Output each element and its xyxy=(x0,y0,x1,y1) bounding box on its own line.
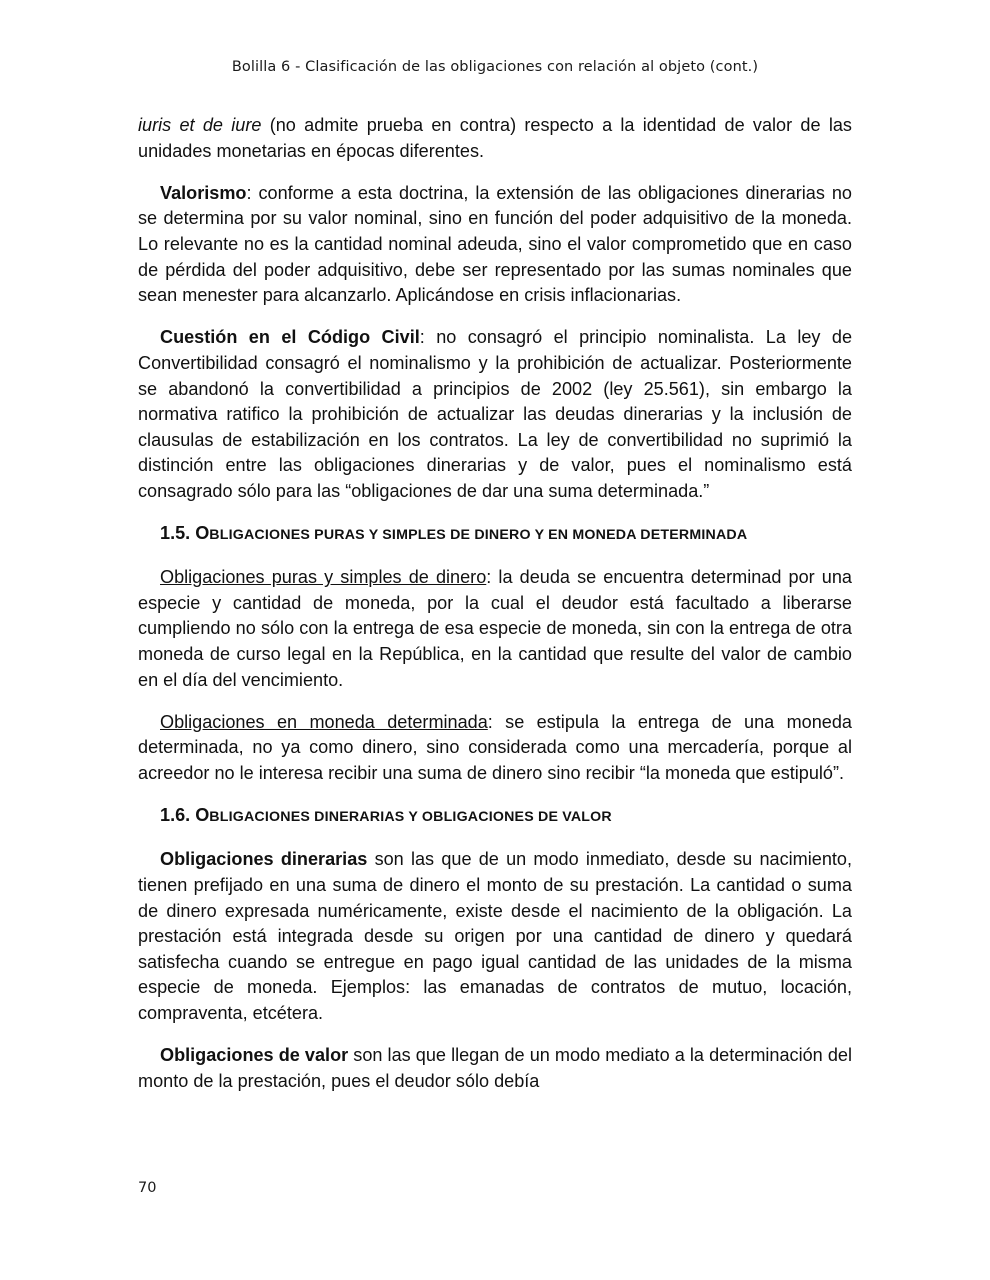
page-number: 70 xyxy=(138,1180,157,1196)
paragraph-text: : conforme a esta doctrina, la extensión de las obligaciones dinerarias no se determina por su valor nominal, sino en función del poder adquisitivo de la moneda. Lo relevante no es la cantidad nominal adeuda, sino el valor comprometido que en caso de pérdida del poder adquisitivo, debe ser representado por las sumas nominales que sean menester para alcanzarlo. Aplicándose en crisis inflacionarias. xyxy=(138,182,852,306)
term-dinerarias: Obligaciones dinerarias xyxy=(160,849,368,870)
section-number: 1.5. xyxy=(160,523,191,544)
section-number: 1.6. xyxy=(160,805,191,826)
section-title-initial: O xyxy=(195,805,210,826)
term-de-valor: Obligaciones de valor xyxy=(160,1045,349,1066)
paragraph-text: : no consagró el principio nominalista. La ley de Convertibilidad consagró el nominalismo y la prohibición de actualizar. Posteriormente se abandonó la convertibilidad a principios de 2002 (ley 25.561), sin embargo la normativa ratifico la prohibición de actualizar las deudas dinerarias y la inclusión de clausulas de estabilización en los contratos. La ley de convertibilidad no suprimió la distinción entre las obligaciones dinerarias y de valor, pues el nominalismo está consagrado sólo para las “obligaciones de dar una suma determinada.” xyxy=(138,327,853,501)
paragraph-text: : se estipula la entrega de una moneda determinada, no ya como dinero, sino considerada como una mercadería, porque al acreedor no le interesa recibir una suma de dinero sino recibir “la moneda que estipuló”. xyxy=(138,711,852,784)
term-codigo-civil: Cuestión en el Código Civil xyxy=(160,327,420,348)
section-title-rest: BLIGACIONES DINERARIAS Y OBLIGACIONES DE VALOR xyxy=(209,809,612,826)
paragraph-codigo-civil xyxy=(138,325,852,504)
section-title-rest: BLIGACIONES PURAS Y SIMPLES DE DINERO Y EN MONEDA DETERMINADA xyxy=(209,527,748,544)
paragraph-text: son las que de un modo inmediato, desde su nacimiento, tienen prefijado en una suma de dinero el monto de su prestación. La cantidad o suma de dinero expresada numéricamente, existe desde el nacimiento de la obligación. La prestación está integrada desde su origen por una cantidad de dinero y quedará satisfecha cuando se entregue en pago igual cantidad de las unidades de la misma especie de moneda. Ejemplos: las emanadas de contratos de mutuo, locación, compraventa, etcétera. xyxy=(138,849,852,1023)
paragraph-text: : la deuda se encuentra determinad por una especie y cantidad de moneda, por la cual el deudor está facultado a liberarse cumpliendo no sólo con la entrega de esa especie de moneda, sin con la entrega de otra moneda de curso legal en la República, en la cantidad que resulte del valor de cambio en el día del vencimiento. xyxy=(138,567,852,690)
paragraph-moneda-determinada xyxy=(138,710,852,787)
paragraph-valorismo xyxy=(138,181,852,309)
term-moneda-determinada: Obligaciones en moneda determinada xyxy=(160,711,488,732)
paragraph-iuris xyxy=(138,113,852,164)
paragraph-dinerarias xyxy=(138,847,852,1026)
running-header: Bolilla 6 - Clasificación de las obligaciones con relación al objeto (cont.) xyxy=(231,59,759,75)
term-valorismo: Valorismo xyxy=(160,182,247,203)
paragraph-de-valor xyxy=(138,1043,852,1094)
section-heading-1-6 xyxy=(138,803,852,831)
term-puras-simples: Obligaciones puras y simples de dinero xyxy=(160,567,487,588)
paragraph-puras-simples xyxy=(138,565,852,693)
section-title-initial: O xyxy=(195,523,210,544)
document-body xyxy=(138,113,852,1111)
section-heading-1-5 xyxy=(138,521,852,549)
latin-phrase: iuris et de iure xyxy=(138,115,262,135)
paragraph-text: son las que llegan de un modo mediato a la determinación del monto de la prestación, pues el deudor sólo debía xyxy=(138,1045,852,1091)
paragraph-text: (no admite prueba en contra) respecto a la identidad de valor de las unidades monetarias en épocas diferentes. xyxy=(138,115,852,161)
